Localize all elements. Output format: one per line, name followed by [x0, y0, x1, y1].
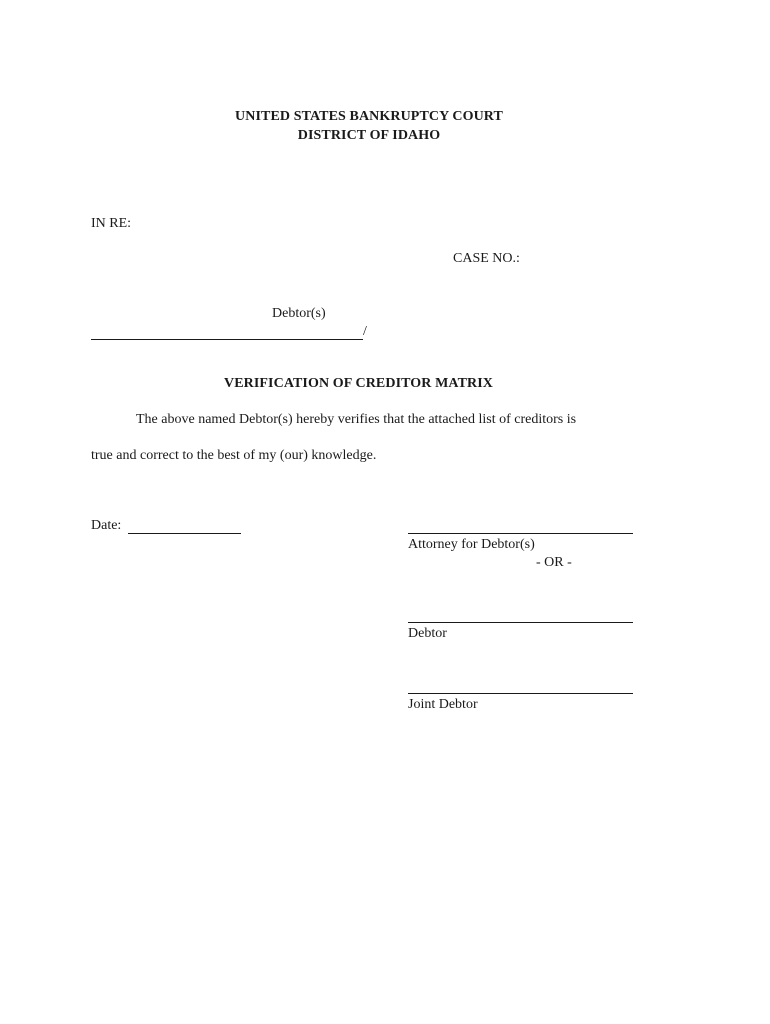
attorney-signature-line[interactable] [408, 533, 633, 534]
court-name: UNITED STATES BANKRUPTCY COURT [235, 109, 503, 124]
caption-underline [91, 339, 363, 340]
document-title: VERIFICATION OF CREDITOR MATRIX [224, 376, 493, 391]
in-re-label: IN RE: [91, 216, 132, 231]
attorney-label: Attorney for Debtor(s) [408, 537, 535, 552]
date-label: Date: [91, 518, 122, 533]
debtors-label: Debtor(s) [272, 306, 326, 321]
verification-text-line2: true and correct to the best of my (our) knowledge. [91, 448, 377, 463]
joint-debtor-signature-line[interactable] [408, 693, 633, 694]
date-line[interactable] [128, 533, 241, 534]
verification-text-line1: The above named Debtor(s) hereby verifies that the attached list of creditors is [136, 412, 577, 427]
joint-debtor-label: Joint Debtor [408, 697, 478, 712]
caption-slash: / [363, 324, 367, 339]
or-label: - OR - [536, 555, 572, 570]
debtor-label: Debtor [408, 626, 447, 641]
debtor-signature-line[interactable] [408, 622, 633, 623]
case-number-label: CASE NO.: [453, 251, 520, 266]
court-district: DISTRICT OF IDAHO [297, 128, 441, 143]
